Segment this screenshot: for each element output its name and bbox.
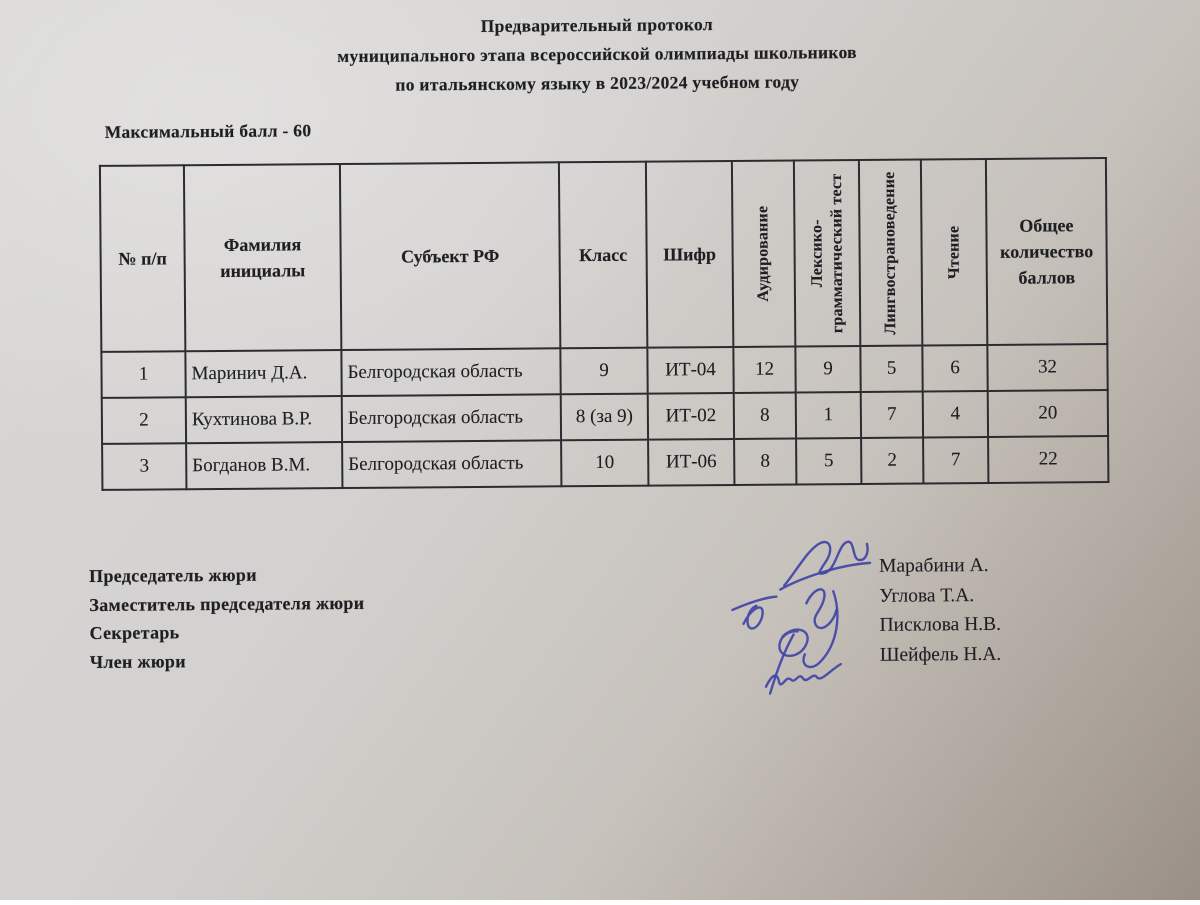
table-cell: 9 xyxy=(795,346,860,393)
table-cell: 4 xyxy=(923,391,988,438)
table-cell: 9 xyxy=(560,348,647,395)
col-header-cipher: Шифр xyxy=(646,161,733,348)
table-cell: 32 xyxy=(987,344,1107,391)
col-header-lexical-grammar-test-label: Лексико-грамматический тест xyxy=(807,173,846,333)
table-row xyxy=(102,436,1108,490)
col-header-total-score: Общее количество баллов xyxy=(986,158,1107,345)
table-cell: 8 (за 9) xyxy=(561,394,648,441)
title-line-1: Предварительный протокол xyxy=(480,14,714,36)
jury-names-list xyxy=(879,551,1001,670)
table-cell: 2 xyxy=(861,437,923,483)
table-cell: 12 xyxy=(733,346,795,392)
col-header-reading xyxy=(921,159,987,346)
table-cell: 5 xyxy=(860,345,922,391)
document-title xyxy=(0,6,1197,102)
jury-role: Заместитель председателя жюри xyxy=(89,592,365,615)
table-cell: 8 xyxy=(734,438,796,484)
table-row xyxy=(101,344,1107,398)
jury-name: Углова Т.А. xyxy=(879,584,975,607)
jury-role: Секретарь xyxy=(89,622,180,644)
table-cell: Кухтинова В.Р. xyxy=(186,396,342,443)
max-score-label: Максимальный балл - 60 xyxy=(104,120,312,142)
results-table-header xyxy=(100,158,1107,352)
table-cell: ИТ-06 xyxy=(648,439,734,486)
table-cell: 5 xyxy=(796,438,861,485)
table-cell: 3 xyxy=(102,443,186,490)
jury-role: Председатель жюри xyxy=(89,564,257,587)
table-cell: Белгородская область xyxy=(342,440,561,488)
table-cell: ИТ-04 xyxy=(647,347,733,394)
signature-ink xyxy=(696,523,907,710)
table-cell: 6 xyxy=(922,345,987,392)
title-line-2: муниципального этапа всероссийской олимпиады школьников xyxy=(337,41,857,67)
jury-name: Писклова Н.В. xyxy=(879,613,1002,636)
jury-name: Шейфель Н.А. xyxy=(879,643,1002,666)
title-line-3: по итальянскому языку в 2023/2024 учебном году xyxy=(395,71,800,95)
table-cell: 7 xyxy=(861,391,923,437)
table-cell: 2 xyxy=(102,397,186,444)
col-header-linguistics-label: Лингвострановедение xyxy=(880,171,900,335)
table-cell: Маринич Д.А. xyxy=(185,350,341,397)
col-header-listening-label: Аудирование xyxy=(754,205,772,302)
col-header-surname: Фамилия инициалы xyxy=(184,164,341,351)
table-cell: 7 xyxy=(923,437,988,484)
table-cell: 1 xyxy=(796,392,861,439)
table-cell: 1 xyxy=(101,351,185,398)
col-header-region: Субъект РФ xyxy=(340,162,560,350)
table-cell: 8 xyxy=(734,392,796,438)
header-row xyxy=(100,158,1107,352)
col-header-lexical-grammar-test xyxy=(794,160,860,347)
col-header-grade: Класс xyxy=(559,162,647,349)
table-cell: 10 xyxy=(561,440,648,487)
jury-name: Марабини А. xyxy=(878,554,989,577)
jury-roles-list xyxy=(89,560,365,676)
results-table xyxy=(99,157,1110,491)
table-cell: 20 xyxy=(988,390,1108,437)
col-header-number: № п/п xyxy=(100,165,185,352)
table-row xyxy=(102,390,1108,444)
table-cell: ИТ-02 xyxy=(648,393,734,440)
table-cell: Богданов В.М. xyxy=(186,442,342,489)
table-cell: 22 xyxy=(988,436,1108,483)
col-header-linguistics xyxy=(859,159,922,345)
table-cell: Белгородская область xyxy=(341,348,560,396)
jury-role: Член жюри xyxy=(89,650,186,672)
results-table-body xyxy=(101,344,1108,490)
table-cell: Белгородская область xyxy=(342,394,561,442)
col-header-reading-label: Чтение xyxy=(944,225,963,280)
col-header-listening xyxy=(732,160,795,346)
